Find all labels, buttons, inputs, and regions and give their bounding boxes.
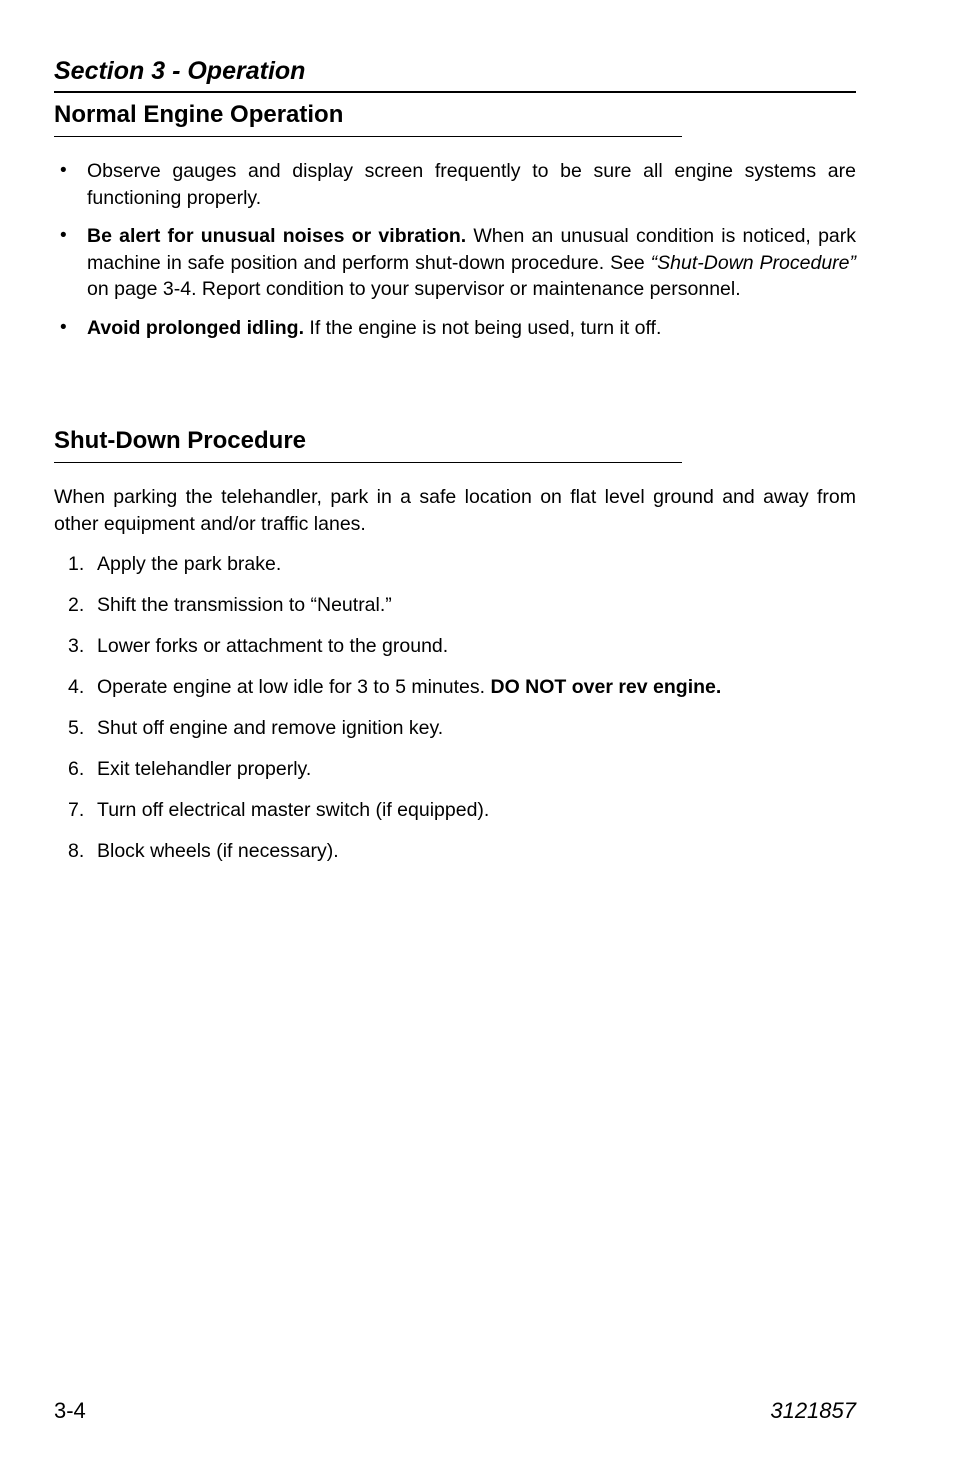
bullet-marker: • xyxy=(60,160,67,181)
page-number: 3-4 xyxy=(54,1398,86,1423)
heading-shut-down-procedure: Shut-Down Procedure xyxy=(54,426,682,463)
step-text: Turn off electrical master switch (if equipped). xyxy=(97,799,490,821)
bullet-text: When an unusual condition is noticed, park machine in safe position and perform shut-down procedure. See xyxy=(87,225,856,274)
step-text: Operate engine at low idle for 3 to 5 minutes. xyxy=(97,676,491,698)
step-text: Apply the park brake. xyxy=(97,553,282,575)
step-text: Exit telehandler properly. xyxy=(97,758,312,780)
bullet-text: If the engine is not being used, turn it off. xyxy=(304,316,662,339)
manual-page xyxy=(54,0,856,1475)
step-number: 4. xyxy=(68,676,85,698)
step-number: 2. xyxy=(68,594,85,616)
document-number: 3121857 xyxy=(770,1398,856,1423)
list-item xyxy=(54,158,856,211)
step-number: 1. xyxy=(68,553,85,575)
shutdown-intro: When parking the telehandler, park in a safe location on flat level ground and away from other equipment and/or traffic lanes. xyxy=(54,486,856,535)
cross-reference: “Shut-Down Procedure” xyxy=(650,251,856,274)
list-item xyxy=(54,633,856,674)
list-item xyxy=(54,223,856,303)
bullet-marker: • xyxy=(60,316,67,338)
list-item xyxy=(54,551,856,592)
list-item xyxy=(54,838,856,879)
step-text: Shut off engine and remove ignition key. xyxy=(97,717,444,739)
step-text: Block wheels (if necessary). xyxy=(97,840,339,862)
step-number: 7. xyxy=(68,799,85,821)
list-item xyxy=(54,797,856,838)
bullet-bold-text: Be alert for unusual noises or vibration. xyxy=(87,225,467,247)
step-number: 6. xyxy=(68,758,85,780)
list-item xyxy=(54,756,856,797)
step-number: 3. xyxy=(68,635,85,657)
section-header: Section 3 - Operation xyxy=(54,56,856,93)
bullet-bold-text: Avoid prolonged idling. xyxy=(87,316,305,339)
list-item xyxy=(54,592,856,633)
step-text: Shift the transmission to “Neutral.” xyxy=(97,594,392,616)
list-item xyxy=(54,715,856,756)
step-number: 5. xyxy=(68,717,85,739)
shutdown-steps xyxy=(54,551,856,879)
bullet-text: on page 3-4. Report condition to your supervisor or maintenance personnel. xyxy=(87,278,741,300)
list-item xyxy=(54,674,856,715)
step-text: Lower forks or attachment to the ground. xyxy=(97,635,449,657)
engine-bullet-list xyxy=(54,158,856,353)
step-warning-text: DO NOT over rev engine. xyxy=(490,676,722,698)
step-number: 8. xyxy=(68,840,85,862)
bullet-text: Observe gauges and display screen frequently to be sure all engine systems are functioning properly. xyxy=(87,160,856,209)
bullet-marker: • xyxy=(60,225,67,246)
list-item xyxy=(54,315,856,342)
heading-normal-engine-operation: Normal Engine Operation xyxy=(54,100,682,137)
